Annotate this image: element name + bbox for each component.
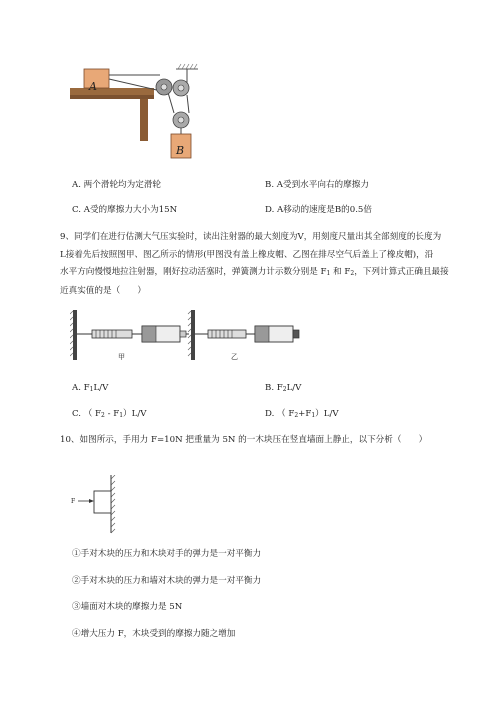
q9-option-a: A. F1L/V: [72, 383, 109, 393]
block-a-label: A: [89, 80, 97, 93]
pulley-figure: [70, 58, 210, 168]
figure-yi-label: 乙: [231, 353, 238, 361]
block-b-label: B: [176, 144, 185, 157]
q9-option-b: B. F2L/V: [265, 383, 302, 393]
force-f-label: F: [71, 498, 76, 505]
q10-stem: 10、如图所示，手用力 F=10N 把重量为 5N 的一木块压在竖直墙面上静止，以下分析（ ）: [60, 435, 428, 445]
q9-line-4: 近真实值的是（ ）: [60, 285, 146, 296]
q9-stem: [60, 229, 468, 300]
q8-option-c: C. A受的摩擦力大小为15N: [72, 205, 178, 215]
q10-statement-2: ②手对木块的压力和墙对木块的弹力是一对平衡力: [72, 576, 262, 586]
block-wall-figure: [70, 475, 130, 535]
q9-line-3: 水平方向慢慢地拉注射器，刚好拉动活塞时，弹簧测力计示数分别是 F1 和 F2，下列计算式正确且最接: [60, 267, 449, 277]
q10-statement-1: ①手对木块的压力和木块对手的弹力是一对平衡力: [72, 549, 262, 559]
figure-jia-label: 甲: [118, 353, 125, 361]
q10-statement-3: ③墙面对木块的摩擦力是 5N: [72, 602, 183, 612]
syringe-figure: [70, 302, 300, 367]
q8-option-a: A. 两个滑轮均为定滑轮: [72, 180, 162, 190]
q10-statement-4: ④增大压力 F，木块受到的摩擦力随之增加: [72, 629, 236, 639]
q9-option-c: C. （ F2 - F1）L/V: [72, 409, 147, 419]
q9-line-2: L接着先后按照图甲、图乙所示的情形(甲图没有盖上橡皮帽、乙图在排尽空气后盖上了橡皮帽)，沿: [60, 249, 434, 260]
q8-option-b: B. A受到水平向右的摩擦力: [265, 180, 369, 190]
q8-option-d: D. A移动的速度是B的0.5倍: [265, 205, 372, 215]
q9-line-1: 9、同学们在进行估测大气压实验时，读出注射器的最大刻度为V，用刻度尺量出其全部刻度的长度为: [60, 232, 442, 242]
q9-option-d: D. （ F2+F1）L/V: [265, 409, 339, 419]
